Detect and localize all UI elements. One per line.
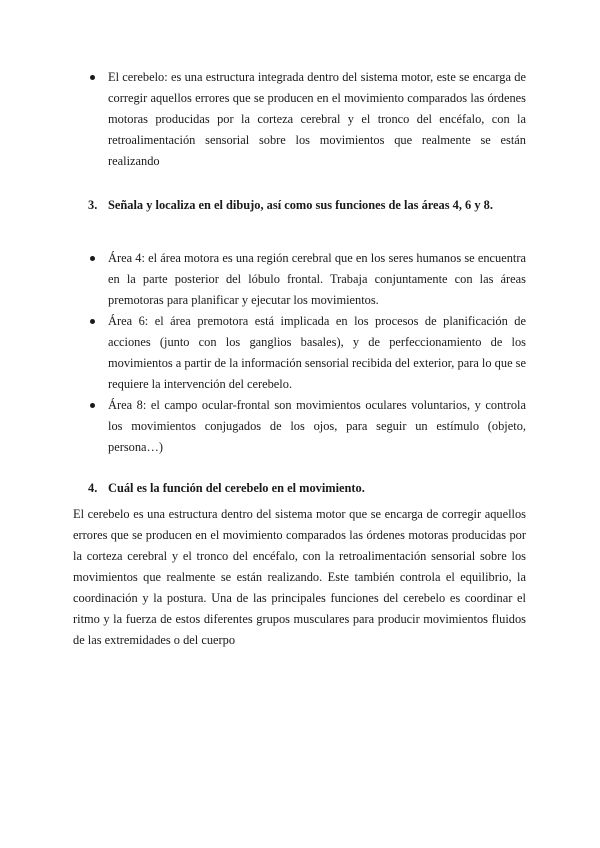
list-item [88,67,526,172]
bullet-icon [90,319,95,324]
list-item-text: Área 4: el área motora es una región cerebral que en los seres humanos se encuentra en la parte posterior del lóbulo frontal. Trabaja conjuntamente con las áreas premotoras para planificar y ejecutar los movimientos. [108,251,526,307]
bullet-icon [90,75,95,80]
question-3-heading [88,196,528,214]
list-item-text: El cerebelo: es una estructura integrada dentro del sistema motor, este se encarga de corregir aquellos errores que se producen en el movimiento comparados las órdenes motoras producidas por la corteza cerebral y el tronco del encéfalo, con la retroalimentación sensorial sobre los movimientos que realmente se están realizando [108,70,526,168]
list-item [88,248,526,311]
list-item [88,311,526,395]
cerebellum-bullet-list [88,67,526,172]
bullet-icon [90,256,95,261]
question-number: 3. [88,198,98,212]
list-item-text: Área 6: el área premotora está implicada en los procesos de planificación de acciones (junto con los ganglios basales), y de perfeccionamiento de los movimientos a partir de la información sensorial recibida del exterior, para lo que se requiere la intervención del cerebelo. [108,314,526,391]
question-4-heading [88,479,528,497]
bullet-icon [90,403,95,408]
list-item-text: Área 8: el campo ocular-frontal son movimientos oculares voluntarios, y controla los movimientos conjugados de los ojos, para seguir un estímulo (objeto, persona…) [108,398,526,454]
question-text: Señala y localiza en el dibujo, así como sus funciones de las áreas 4, 6 y 8. [108,198,493,212]
areas-bullet-list [88,248,526,458]
list-item [88,395,526,458]
question-number: 4. [88,481,98,495]
answer-4-paragraph: El cerebelo es una estructura dentro del sistema motor que se encarga de corregir aquellos errores que se producen en el movimiento comparados las órdenes motoras producidas por la corteza cerebral y el tronco del encéfalo, con la retroalimentación sensorial sobre los movimientos que realmente se están realizando. Este también controla el equilibrio, la coordinación y la postura. Una de las principales funciones del cerebelo es coordinar el ritmo y la fuerza de estos diferentes grupos musculares para producir movimientos fluidos de las extremidades o del cuerpo [73,507,526,647]
question-text: Cuál es la función del cerebelo en el movimiento. [108,481,365,495]
